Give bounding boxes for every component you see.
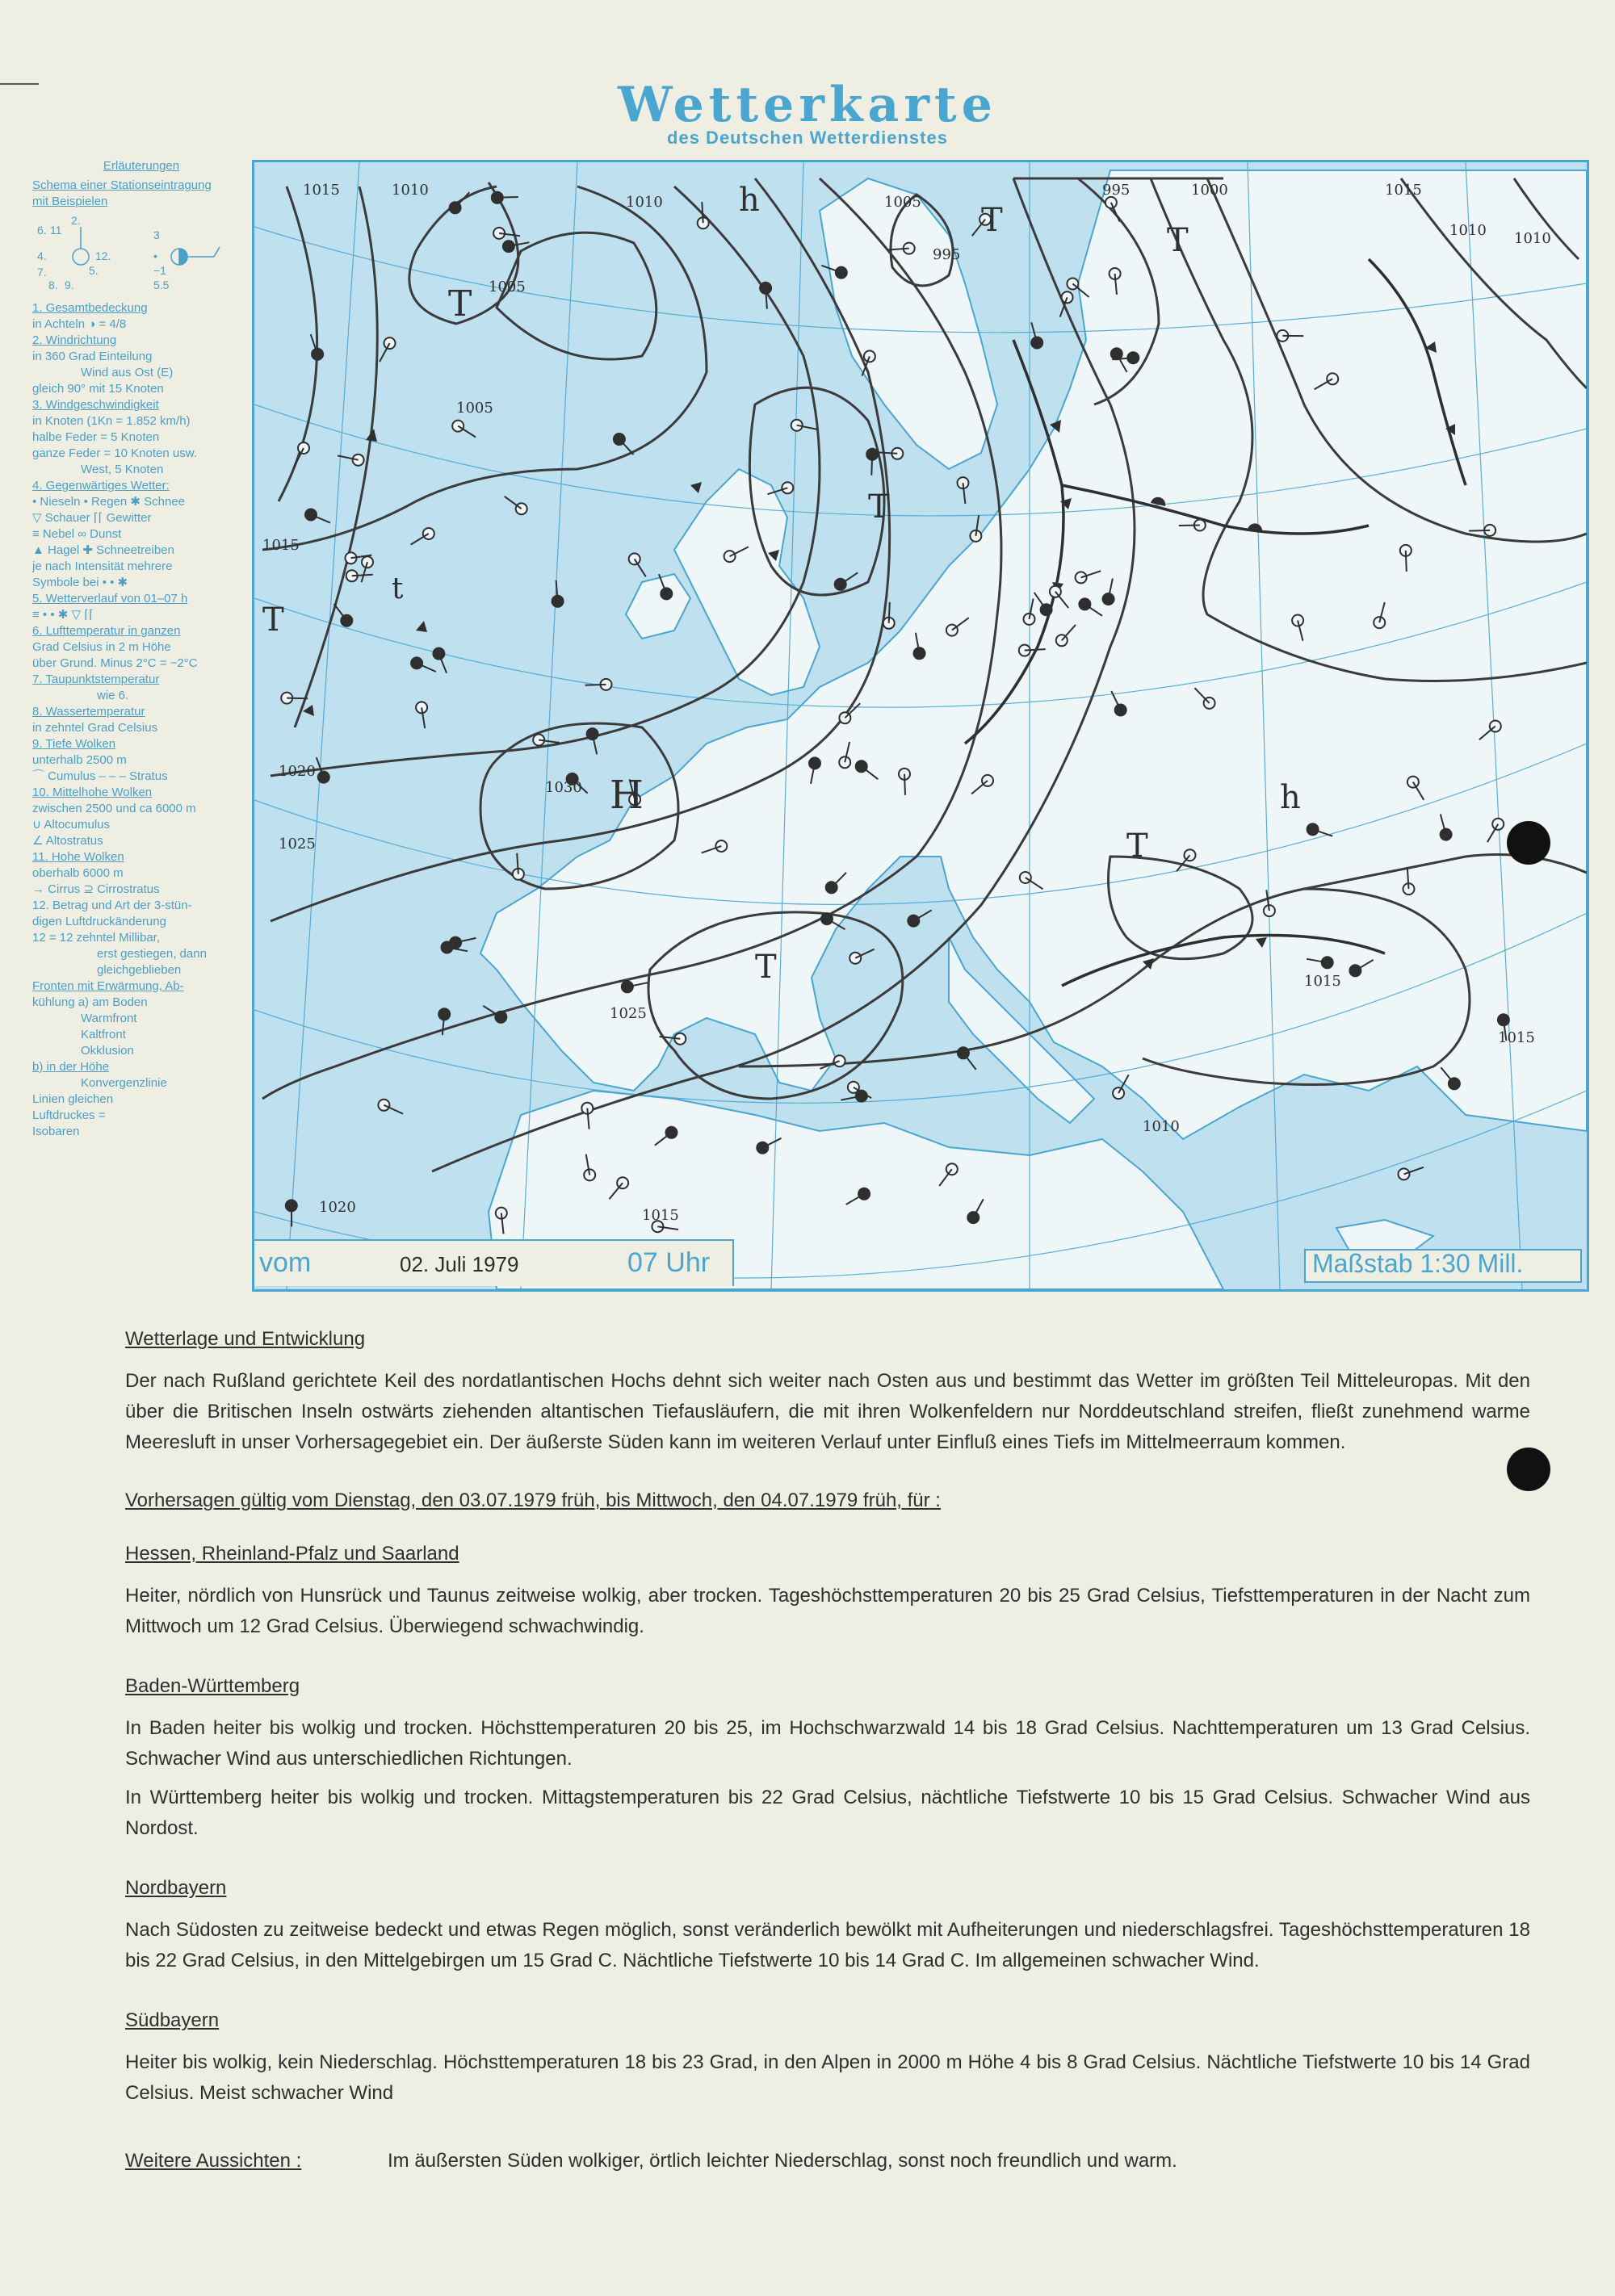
legend-item: 3. Windgeschwindigkeit	[32, 398, 159, 412]
legend-item: Linien gleichen	[32, 1092, 114, 1106]
low-marker: T	[448, 283, 472, 325]
situation-paragraph: Der nach Rußland gerichtete Keil des nordatlantischen Hochs dehnt sich weiter nach Osten aus und bestimmt das Wetter im größten Teil Mitteleuropas. Mit den über die Britischen Inseln ostwärts ziehenden altantischen Tiefausläufern, die mit ihren Wolkenfeldern nur Norddeutschland streifen, fließt zunehmend warme Meeresluft in unser Vorhersagegebiet ein. Der äußerste Süden kann im weiteren Verlauf unter Einfluß eines Tiefs im Mittelmeerraum kommen.	[125, 1370, 1530, 1453]
svg-text:11: 11	[50, 224, 62, 237]
station-schema-diagram	[32, 215, 226, 295]
isobar-label: 995	[933, 246, 961, 263]
region-forecast-paragraph: Nach Südosten zu zeitweise bedeckt und etwas Regen möglich, sonst veränderlich bewölkt mit Aufheiterungen und niederschlagsfrei. Tageshöchsttemperaturen 18 bis 22 Grad Celsius, in den Mittelgebirgen um 15 Grad C. Nächtliche Tiefstwerte 10 bis 14 Grad C. Im allgemeinen schwacher Wind.	[125, 1919, 1530, 1971]
legend-panel	[32, 158, 250, 1140]
station-marker	[839, 756, 850, 768]
map-scale-box	[1304, 1249, 1582, 1283]
legend-item: ▲ Hagel ✚ Schneetreiben	[32, 543, 174, 557]
outlook-text: Im äußersten Süden wolkiger, örtlich leichter Niederschlag, sonst noch freundlich und warm.	[388, 2150, 1177, 2172]
legend-item: 5. Wetterverlauf von 01–07 h	[32, 592, 188, 605]
low-marker: T	[755, 949, 777, 986]
map-time: 07 Uhr	[627, 1247, 711, 1278]
legend-item: Symbole bei • • ✱	[32, 576, 128, 589]
station-marker	[587, 728, 598, 739]
page-subtitle: des Deutschen Wetterdienstes	[667, 128, 948, 148]
isobar-label: 1010	[392, 182, 429, 199]
legend-item: erst gestiegen, dann	[97, 947, 207, 961]
region-heading: Südbayern	[125, 2009, 220, 2031]
wind-barb	[287, 698, 308, 699]
legend-item: in 360 Grad Einteilung	[32, 350, 153, 363]
weather-map	[252, 160, 1589, 1292]
station-marker	[312, 349, 323, 360]
svg-text:12.: 12.	[95, 249, 111, 262]
legend-item: Kaltfront	[81, 1028, 126, 1041]
legend-item: digen Luftdruckänderung	[32, 915, 166, 928]
map-scale: Maßstab 1:30 Mill.	[1312, 1249, 1524, 1278]
legend-item: Konvergenzlinie	[81, 1076, 167, 1090]
outlook-row	[125, 2146, 1530, 2177]
region-forecast-paragraph: In Baden heiter bis wolkig und trocken. Höchsttemperaturen 20 bis 25, im Hochschwarzwald 14 bis 18 Grad Celsius. Nachttemperaturen um 13 Grad Celsius. Schwacher Wind aus unterschiedlichen Richtungen.	[125, 1717, 1530, 1770]
high-marker: h	[1280, 779, 1301, 816]
legend-item: Fronten mit Erwärmung, Ab-	[32, 979, 184, 993]
legend-item: je nach Intensität mehrere	[32, 559, 173, 573]
map-date-box	[254, 1239, 734, 1286]
legend-item: → Cirrus ⊇ Cirrostratus	[32, 882, 160, 896]
high-marker: h	[739, 182, 760, 219]
low-marker: T	[262, 601, 284, 639]
validity-heading: Vorhersagen gültig vom Dienstag, den 03.07.1979 früh, bis Mittwoch, den 04.07.1979 früh, für :	[125, 1489, 941, 1511]
legend-item: 2. Windrichtung	[32, 333, 117, 347]
legend-heading: Erläuterungen	[103, 159, 180, 173]
svg-text:•: •	[153, 249, 157, 262]
legend-item: 7. Taupunktstemperatur	[32, 672, 160, 686]
isobar-label: 1015	[1385, 182, 1422, 199]
low-marker: T	[981, 202, 1003, 239]
date-prefix: vom	[259, 1247, 312, 1278]
legend-item: kühlung a) am Boden	[32, 995, 148, 1009]
legend-item: b) in der Höhe	[32, 1060, 110, 1074]
wind-barb	[1406, 551, 1407, 572]
legend-item: Grad Celsius in 2 m Höhe	[32, 640, 171, 654]
isobar-label: 1010	[1449, 222, 1487, 239]
isobar-label: 1005	[456, 400, 493, 417]
legend-item: halbe Feder = 5 Knoten	[32, 430, 160, 444]
wind-barb	[1469, 530, 1490, 531]
legend-item: 1. Gesamtbedeckung	[32, 301, 148, 315]
legend-item: West, 5 Knoten	[81, 463, 164, 476]
svg-text:4.: 4.	[37, 249, 47, 262]
legend-item: gleich 90° mit 15 Knoten	[32, 382, 164, 396]
legend-item: ∠ Altostratus	[32, 834, 103, 848]
station-marker	[1105, 197, 1117, 208]
low-marker: t	[392, 572, 404, 605]
legend-item: 12 = 12 zehntel Millibar,	[32, 931, 161, 945]
isobar-label: 1005	[884, 194, 921, 211]
low-marker: T	[868, 488, 890, 526]
legend-item: gleichgeblieben	[97, 963, 182, 977]
weather-map-graphic	[254, 162, 1587, 1289]
isobar-label: 1015	[262, 537, 300, 554]
isobar-label: 1025	[279, 836, 316, 853]
svg-text:−1: −1	[153, 264, 166, 277]
legend-item: 12. Betrag und Art der 3-stün-	[32, 899, 192, 912]
legend-item: ≡ Nebel ∞ Dunst	[32, 527, 122, 541]
low-marker: T	[1167, 222, 1189, 259]
isobar-label: 1020	[319, 1199, 356, 1216]
situation-heading: Wetterlage und Entwicklung	[125, 1328, 366, 1350]
legend-item: unterhalb 2500 m	[32, 753, 127, 767]
station-marker	[1111, 348, 1122, 359]
region-heading: Baden-Württemberg	[125, 1675, 300, 1697]
isobar-label: 1020	[279, 763, 316, 780]
station-marker	[849, 953, 861, 964]
isobar-label: 995	[1102, 182, 1130, 199]
region-forecast-paragraph: Heiter bis wolkig, kein Niederschlag. Höchsttemperaturen 18 bis 23 Grad, in den Alpen in 2000 m Höhe 4 bis 8 Grad Celsius. Nächtliche Tiefstwerte 10 bis 14 Grad Celsius. Meist schwacher Wind	[125, 2051, 1530, 2104]
low-marker: T	[1126, 827, 1148, 865]
legend-item: wie 6.	[97, 689, 129, 702]
legend-item: 4. Gegenwärtiges Wetter:	[32, 479, 170, 492]
isobar-label: 1010	[626, 194, 663, 211]
isobar-label: 1025	[610, 1005, 647, 1022]
high-marker: H	[610, 773, 644, 818]
svg-text:5.5: 5.5	[153, 279, 170, 291]
legend-item: ganze Feder = 10 Knoten usw.	[32, 446, 197, 460]
forecast-text	[125, 1324, 1530, 2177]
legend-item: 10. Mittelhohe Wolken	[32, 786, 153, 799]
station-marker	[452, 421, 464, 432]
page-title: Wetterkarte	[618, 77, 997, 133]
region-forecast-paragraph: In Württemberg heiter bis wolkig und trocken. Mittagstemperaturen bis 22 Grad Celsius, nächtliche Tiefstwerte 10 bis 15 Grad Celsius. Schwacher Wind aus Nordost.	[125, 1787, 1530, 1839]
wind-barb	[702, 202, 703, 223]
legend-item: ∪ Altocumulus	[32, 818, 111, 832]
isobar-label: 1010	[1514, 230, 1551, 247]
station-marker	[836, 267, 847, 279]
legend-item: 8. Wassertemperatur	[32, 705, 145, 719]
station-marker	[450, 937, 461, 949]
isobar-label: 1015	[1498, 1029, 1535, 1046]
wind-barb	[871, 455, 872, 476]
legend-item: Wind aus Ost (E)	[81, 366, 174, 379]
legend-item: Luftdruckes =	[32, 1108, 106, 1122]
legend-item: in Knoten (1Kn = 1.852 km/h)	[32, 414, 191, 428]
isobar-label: 1010	[1143, 1118, 1180, 1135]
station-marker	[411, 657, 422, 668]
legend-item: in zehntel Grad Celsius	[32, 721, 158, 735]
wind-barb	[904, 774, 905, 795]
punch-hole	[1507, 1448, 1550, 1491]
legend-item: Okklusion	[81, 1044, 134, 1058]
svg-text:7.: 7.	[37, 266, 47, 279]
station-marker	[835, 579, 846, 590]
region-heading: Hessen, Rheinland-Pfalz und Saarland	[125, 1543, 459, 1565]
legend-item: • Nieseln • Regen ✱ Schnee	[32, 495, 186, 509]
legend-item: 9. Tiefe Wolken	[32, 737, 116, 751]
map-date: 02. Juli 1979	[400, 1252, 519, 1276]
legend-item: in Achteln ◑ = 4/8	[32, 317, 127, 331]
legend-item: 6. Lufttemperatur in ganzen	[32, 624, 181, 638]
region-heading: Nordbayern	[125, 1877, 227, 1899]
station-marker	[1349, 965, 1361, 976]
svg-text:6.: 6.	[37, 224, 47, 237]
regional-forecasts	[125, 1539, 1530, 2109]
legend-item: Isobaren	[32, 1125, 80, 1138]
svg-text:3: 3	[153, 228, 160, 241]
wind-barb	[497, 197, 518, 198]
legend-item: zwischen 2500 und ca 6000 m	[32, 802, 196, 815]
legend-items	[32, 300, 250, 1140]
legend-item: 11. Hohe Wolken	[32, 850, 124, 864]
isobar-label: 1015	[1304, 973, 1341, 990]
station-marker	[1062, 291, 1073, 303]
wind-barb	[889, 602, 890, 623]
legend-item: über Grund. Minus 2°C = −2°C	[32, 656, 198, 670]
punch-hole	[1507, 821, 1550, 865]
isobar-label: 1030	[545, 779, 582, 796]
svg-text:8.: 8.	[48, 279, 58, 291]
legend-item: oberhalb 6000 m	[32, 866, 124, 880]
svg-text:2.: 2.	[71, 215, 81, 227]
isobar-label: 1015	[642, 1207, 679, 1224]
legend-item: Warmfront	[81, 1012, 137, 1025]
isobar-label: 1000	[1191, 182, 1228, 199]
legend-item: ≡ • • ✱ ▽ ⌈⌈	[32, 608, 94, 622]
region-forecast-paragraph: Heiter, nördlich von Hunsrück und Taunus zeitweise wolkig, aber trocken. Tageshöchsttemperaturen 20 bis 25 Grad Celsius, Tiefsttemperaturen in der Nacht zum Mittwoch um 12 Grad Celsius. Überwiegend schwachwindig.	[125, 1585, 1530, 1637]
outlook-label: Weitere Aussichten :	[125, 2150, 302, 2172]
isobar-label: 1015	[303, 182, 340, 199]
legend-item: ▽ Schauer ⌈⌈ Gewitter	[32, 511, 152, 525]
svg-text:5.: 5.	[89, 264, 99, 277]
legend-item: ⌒ Cumulus – – – Stratus	[32, 769, 168, 783]
legend-schema-label: Schema einer Stationseintragung mit Beispielen	[32, 178, 212, 208]
svg-text:9.: 9.	[65, 279, 74, 291]
isobar-label: 1005	[489, 279, 526, 295]
